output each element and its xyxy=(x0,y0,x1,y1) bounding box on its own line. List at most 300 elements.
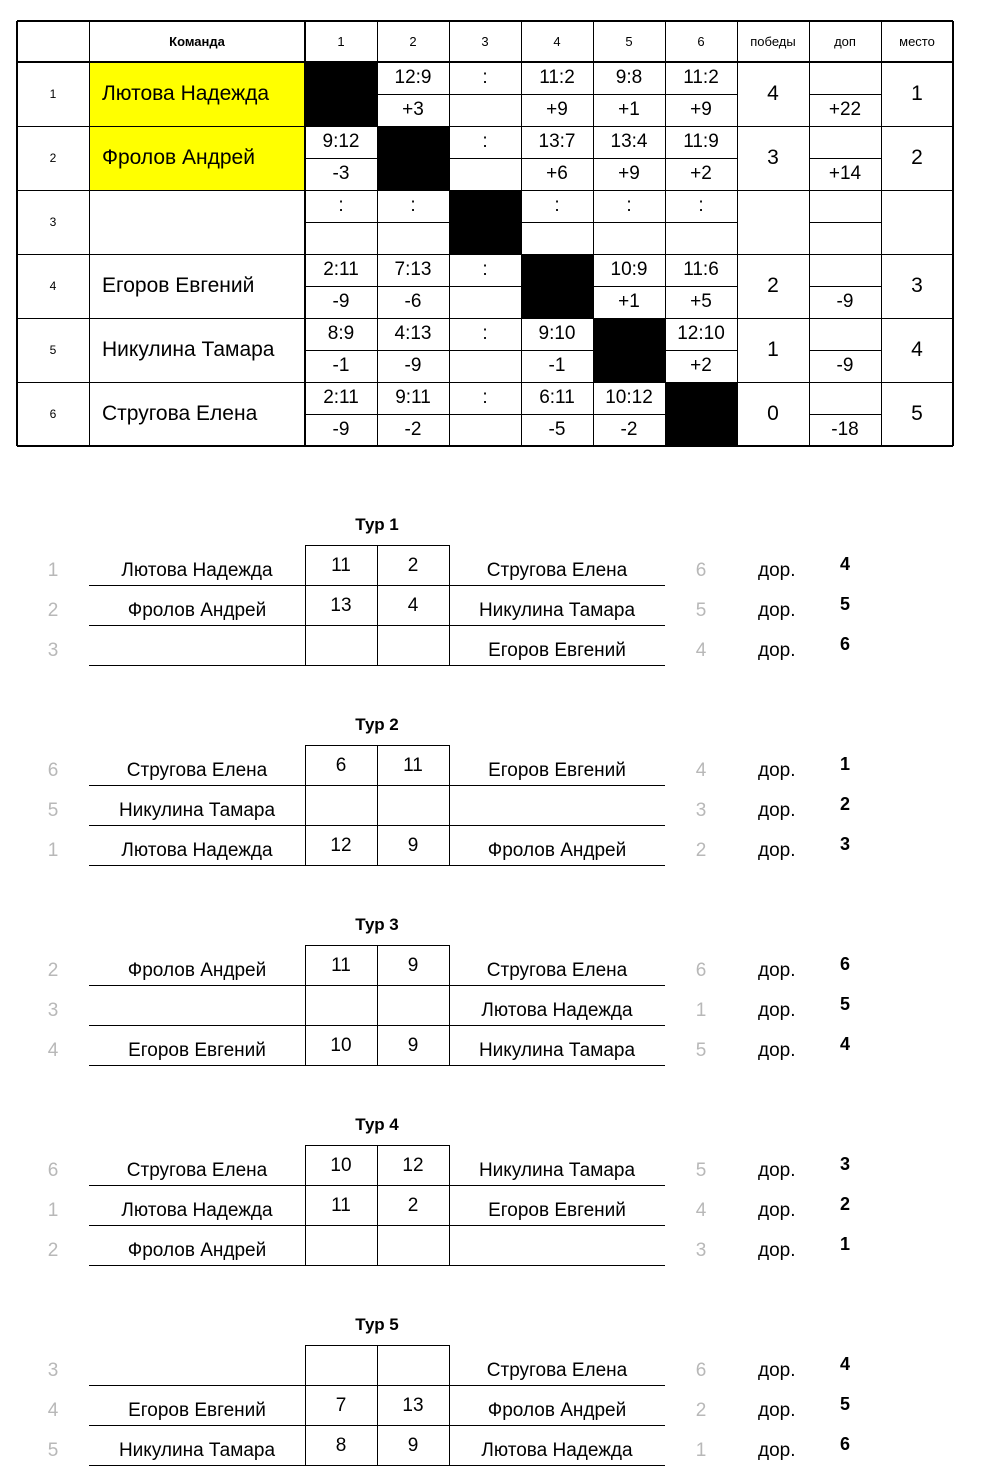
right-score: 9 xyxy=(407,835,419,856)
match-diff xyxy=(305,222,377,254)
match-diff xyxy=(449,350,521,382)
match-score: : xyxy=(554,195,560,216)
left-score: 11 xyxy=(331,555,351,576)
left-number: 3 xyxy=(47,1000,59,1021)
match-score: 9:10 xyxy=(538,323,576,344)
match-score: : xyxy=(698,195,704,216)
left-number: 2 xyxy=(47,600,59,621)
underline xyxy=(449,1185,665,1186)
lane-number: 5 xyxy=(839,994,850,1014)
self-match-block xyxy=(593,318,665,382)
grid-line xyxy=(593,222,665,223)
right-player: Лютова Надежда xyxy=(481,1000,633,1021)
right-number: 4 xyxy=(695,640,707,661)
left-number: 4 xyxy=(47,1400,59,1421)
left-player: Фролов Андрей xyxy=(127,960,267,981)
left-player: Никулина Тамара xyxy=(118,800,276,821)
grid-line xyxy=(952,21,954,446)
left-score: 10 xyxy=(330,1155,352,1176)
place-value: 2 xyxy=(911,146,923,169)
row-number: 5 xyxy=(49,343,57,357)
score-box xyxy=(377,985,450,1026)
match-diff: +2 xyxy=(690,355,712,376)
underline xyxy=(89,665,305,666)
match-diff: -5 xyxy=(548,419,566,440)
match-diff xyxy=(377,222,449,254)
underline xyxy=(449,825,665,826)
grid-line xyxy=(593,414,665,415)
grid-line xyxy=(305,350,377,351)
self-match-block xyxy=(377,126,449,190)
lane-label: дор. xyxy=(758,1440,796,1461)
grid-line xyxy=(305,222,377,223)
lane-label: дор. xyxy=(758,1040,796,1061)
right-score: 2 xyxy=(407,1195,419,1216)
match-score: 11:9 xyxy=(683,131,719,152)
right-number: 6 xyxy=(695,1360,707,1381)
match-diff: +5 xyxy=(690,291,712,312)
left-player: Фролов Андрей xyxy=(127,1240,267,1261)
match-score: : xyxy=(482,259,488,280)
match-diff: +1 xyxy=(618,291,640,312)
row-number: 2 xyxy=(49,151,57,165)
match-score: : xyxy=(626,195,632,216)
team-name: Лютова Надежда xyxy=(89,62,305,126)
grid-line xyxy=(449,21,450,446)
row-number: 3 xyxy=(49,215,57,229)
lane-number: 5 xyxy=(839,594,850,614)
header-team: Команда xyxy=(169,34,225,49)
grid-line xyxy=(449,94,521,95)
underline xyxy=(449,865,665,866)
match-diff: +9 xyxy=(618,163,640,184)
grid-line xyxy=(377,286,449,287)
right-player: Стругова Елена xyxy=(486,560,628,581)
lane-number: 3 xyxy=(839,834,850,854)
right-number: 6 xyxy=(695,560,707,581)
right-score: 9 xyxy=(407,1035,419,1056)
right-player: Стругова Елена xyxy=(486,960,628,981)
underline xyxy=(89,1185,305,1186)
match-score: : xyxy=(410,195,416,216)
grid-line xyxy=(665,158,737,159)
match-score: 8:9 xyxy=(327,323,355,344)
grid-line xyxy=(377,350,449,351)
left-player: Стругова Елена xyxy=(126,760,268,781)
match-score: : xyxy=(482,131,488,152)
underline xyxy=(89,1265,305,1266)
grid-line xyxy=(665,21,666,446)
match-score: 9:11 xyxy=(395,387,431,408)
match-diff xyxy=(449,414,521,446)
underline xyxy=(89,1385,305,1386)
left-player: Фролов Андрей xyxy=(127,600,267,621)
match-score: 6:11 xyxy=(539,387,575,408)
place-value: 5 xyxy=(911,402,923,425)
grid-line xyxy=(17,20,953,22)
left-score: 13 xyxy=(330,595,352,616)
grid-line xyxy=(809,222,881,223)
underline xyxy=(89,585,305,586)
header-col-5: 5 xyxy=(625,34,633,49)
lane-number: 4 xyxy=(839,1034,850,1054)
match-score: : xyxy=(482,387,488,408)
right-number: 3 xyxy=(695,1240,707,1261)
match-score: 13:7 xyxy=(538,131,576,152)
right-player: Никулина Тамара xyxy=(478,1040,636,1061)
underline xyxy=(89,825,305,826)
left-player: Егоров Евгений xyxy=(128,1040,266,1061)
left-score: 12 xyxy=(330,835,352,856)
left-number: 3 xyxy=(47,640,59,661)
right-score: 9 xyxy=(407,1435,419,1456)
match-diff: +9 xyxy=(546,99,568,120)
left-player: Лютова Надежда xyxy=(121,560,273,581)
grid-line xyxy=(449,350,521,351)
match-diff: -2 xyxy=(404,419,422,440)
self-match-block xyxy=(521,254,593,318)
underline xyxy=(449,1065,665,1066)
match-score: 4:13 xyxy=(394,323,432,344)
match-diff: -9 xyxy=(332,419,350,440)
left-score: 10 xyxy=(330,1035,352,1056)
left-score: 8 xyxy=(335,1435,347,1456)
left-number: 6 xyxy=(47,1160,59,1181)
left-number: 5 xyxy=(47,800,59,821)
left-score: 11 xyxy=(331,955,351,976)
match-score: 2:11 xyxy=(323,387,359,408)
lane-number: 6 xyxy=(839,634,850,654)
left-player: Лютова Надежда xyxy=(121,1200,273,1221)
match-diff: -9 xyxy=(332,291,350,312)
match-diff: -9 xyxy=(404,355,422,376)
grid-line xyxy=(521,21,522,446)
row-number: 1 xyxy=(49,87,57,101)
place-value: 4 xyxy=(911,338,923,361)
right-number: 5 xyxy=(695,1160,707,1181)
underline xyxy=(449,625,665,626)
right-number: 2 xyxy=(695,840,707,861)
grid-line xyxy=(521,350,593,351)
right-score: 13 xyxy=(402,1395,424,1416)
match-diff xyxy=(593,222,665,254)
match-diff: +2 xyxy=(690,163,712,184)
match-diff: -2 xyxy=(620,419,638,440)
grid-line xyxy=(809,350,881,351)
left-number: 1 xyxy=(47,1200,59,1221)
match-score: 9:12 xyxy=(322,131,360,152)
right-score: 9 xyxy=(407,955,419,976)
round-title: Тур 1 xyxy=(355,515,399,534)
grid-line xyxy=(665,286,737,287)
round-title: Тур 2 xyxy=(355,715,399,734)
match-diff: +3 xyxy=(402,99,424,120)
left-number: 3 xyxy=(47,1360,59,1381)
grid-line xyxy=(17,382,953,383)
grid-line xyxy=(305,414,377,415)
grid-line xyxy=(593,158,665,159)
standings-table xyxy=(0,0,999,460)
team-name: Стругова Елена xyxy=(102,402,258,425)
underline xyxy=(449,1425,665,1426)
score-box xyxy=(377,1225,450,1266)
right-player: Егоров Евгений xyxy=(488,640,626,661)
score-box xyxy=(305,1345,378,1386)
header-extra: доп xyxy=(834,34,856,49)
lane-number: 1 xyxy=(839,754,850,774)
left-number: 1 xyxy=(47,560,59,581)
grid-line xyxy=(377,414,449,415)
grid-line xyxy=(17,445,953,447)
score-box xyxy=(305,785,378,826)
lane-label: дор. xyxy=(758,1160,796,1181)
right-score: 2 xyxy=(407,555,419,576)
grid-line xyxy=(305,286,377,287)
header-place: место xyxy=(899,34,935,49)
grid-line xyxy=(809,414,881,415)
match-score: 2:11 xyxy=(323,259,359,280)
wins-value: 4 xyxy=(767,82,779,105)
grid-line xyxy=(593,21,594,446)
right-number: 2 xyxy=(695,1400,707,1421)
lane-number: 4 xyxy=(839,554,850,574)
left-player: Лютова Надежда xyxy=(121,840,273,861)
left-number: 4 xyxy=(47,1040,59,1061)
grid-line xyxy=(665,222,737,223)
right-player: Фролов Андрей xyxy=(487,840,627,861)
score-box xyxy=(377,625,450,666)
match-diff xyxy=(665,222,737,254)
place-value xyxy=(881,190,953,254)
right-number: 1 xyxy=(695,1440,707,1461)
lane-number: 4 xyxy=(839,1354,850,1374)
right-score: 12 xyxy=(402,1155,424,1176)
lane-label: дор. xyxy=(758,960,796,981)
grid-line xyxy=(449,286,521,287)
row-number: 6 xyxy=(49,407,57,421)
header-col-4: 4 xyxy=(553,34,561,49)
header-col-2: 2 xyxy=(409,34,417,49)
right-player: Лютова Надежда xyxy=(481,1440,633,1461)
lane-label: дор. xyxy=(758,600,796,621)
row-number: 4 xyxy=(49,279,57,293)
score-box xyxy=(305,985,378,1026)
match-diff: -1 xyxy=(548,355,566,376)
match-diff: +9 xyxy=(690,99,712,120)
underline xyxy=(449,1025,665,1026)
underline xyxy=(89,1225,305,1226)
grid-line xyxy=(665,350,737,351)
grid-line xyxy=(737,21,738,446)
left-number: 1 xyxy=(47,840,59,861)
match-score: 13:4 xyxy=(610,131,648,152)
grid-line xyxy=(17,254,953,255)
lane-label: дор. xyxy=(758,760,796,781)
grid-line xyxy=(16,21,18,446)
round-title: Тур 5 xyxy=(355,1315,399,1334)
wins-value: 3 xyxy=(767,146,779,169)
extra-value: -18 xyxy=(831,419,859,440)
lane-label: дор. xyxy=(758,1360,796,1381)
left-score: 11 xyxy=(331,1195,351,1216)
extra-value: -9 xyxy=(836,291,854,312)
grid-line xyxy=(881,21,882,446)
wins-value xyxy=(737,190,809,254)
underline xyxy=(449,1265,665,1266)
match-diff: -3 xyxy=(332,163,350,184)
underline xyxy=(449,785,665,786)
grid-line xyxy=(449,414,521,415)
lane-label: дор. xyxy=(758,1400,796,1421)
place-value: 1 xyxy=(911,82,923,105)
underline xyxy=(89,1065,305,1066)
right-number: 3 xyxy=(695,800,707,821)
score-box xyxy=(377,785,450,826)
left-player: Егоров Евгений xyxy=(128,1400,266,1421)
team-name: Фролов Андрей xyxy=(89,126,305,190)
right-score: 4 xyxy=(407,595,419,616)
match-score: 12:10 xyxy=(677,323,725,344)
underline xyxy=(89,1025,305,1026)
underline xyxy=(449,1385,665,1386)
right-number: 1 xyxy=(695,1000,707,1021)
extra-value: -9 xyxy=(836,355,854,376)
team-name: Никулина Тамара xyxy=(102,338,275,361)
header-col-1: 1 xyxy=(337,34,345,49)
right-player: Фролов Андрей xyxy=(487,1400,627,1421)
match-score: 12:9 xyxy=(394,67,432,88)
extra-value: +14 xyxy=(828,163,862,184)
right-score: 11 xyxy=(403,755,423,776)
underline xyxy=(449,985,665,986)
header-col-3: 3 xyxy=(481,34,489,49)
left-score: 7 xyxy=(335,1395,347,1416)
underline xyxy=(449,1465,665,1466)
round-title: Тур 4 xyxy=(355,1115,399,1134)
lane-number: 2 xyxy=(839,794,850,814)
round-title: Тур 3 xyxy=(355,915,399,934)
header-wins: победы xyxy=(750,34,796,49)
lane-label: дор. xyxy=(758,800,796,821)
grid-line xyxy=(17,126,953,127)
left-player: Никулина Тамара xyxy=(118,1440,276,1461)
grid-line xyxy=(809,94,881,95)
match-score: : xyxy=(482,67,488,88)
right-number: 5 xyxy=(695,600,707,621)
underline xyxy=(449,665,665,666)
match-diff xyxy=(449,94,521,126)
lane-label: дор. xyxy=(758,640,796,661)
grid-line xyxy=(809,158,881,159)
right-number: 6 xyxy=(695,960,707,981)
lane-number: 2 xyxy=(839,1194,850,1214)
extra-value: +22 xyxy=(828,99,862,120)
match-score: 11:6 xyxy=(683,259,719,280)
lane-number: 6 xyxy=(839,1434,850,1454)
underline xyxy=(449,1225,665,1226)
match-diff: -6 xyxy=(404,291,422,312)
match-score: 10:12 xyxy=(605,387,653,408)
lane-label: дор. xyxy=(758,560,796,581)
match-score: 11:2 xyxy=(683,67,719,88)
match-diff xyxy=(521,222,593,254)
grid-line xyxy=(665,94,737,95)
grid-line xyxy=(17,190,953,191)
grid-line xyxy=(89,21,90,446)
match-diff: -1 xyxy=(332,355,350,376)
wins-value: 0 xyxy=(767,402,779,425)
extra-value xyxy=(809,222,881,254)
left-score: 6 xyxy=(335,755,347,776)
left-number: 5 xyxy=(47,1440,59,1461)
lane-number: 5 xyxy=(839,1394,850,1414)
right-player: Егоров Евгений xyxy=(488,760,626,781)
right-player: Стругова Елена xyxy=(486,1360,628,1381)
grid-line xyxy=(377,21,378,446)
right-number: 4 xyxy=(695,760,707,781)
underline xyxy=(89,625,305,626)
wins-value: 2 xyxy=(767,274,779,297)
self-match-block xyxy=(665,382,737,446)
grid-line xyxy=(17,61,953,63)
grid-line xyxy=(377,94,449,95)
left-player: Стругова Елена xyxy=(126,1160,268,1181)
grid-line xyxy=(17,318,953,319)
grid-line xyxy=(593,286,665,287)
left-number: 6 xyxy=(47,760,59,781)
match-diff: +1 xyxy=(618,99,640,120)
lane-number: 6 xyxy=(839,954,850,974)
grid-line xyxy=(521,222,593,223)
lane-number: 1 xyxy=(839,1234,850,1254)
right-number: 4 xyxy=(695,1200,707,1221)
lane-label: дор. xyxy=(758,1240,796,1261)
place-value: 3 xyxy=(911,274,923,297)
match-score: : xyxy=(482,323,488,344)
underline xyxy=(89,865,305,866)
wins-value: 1 xyxy=(767,338,779,361)
lane-number: 3 xyxy=(839,1154,850,1174)
match-diff: +6 xyxy=(546,163,568,184)
self-match-block xyxy=(449,190,521,254)
match-diff xyxy=(449,286,521,318)
score-box xyxy=(305,1225,378,1266)
lane-label: дор. xyxy=(758,1200,796,1221)
left-number: 2 xyxy=(47,1240,59,1261)
match-score: : xyxy=(338,195,344,216)
grid-line xyxy=(521,158,593,159)
right-player: Егоров Евгений xyxy=(488,1200,626,1221)
right-player: Никулина Тамара xyxy=(478,600,636,621)
score-box xyxy=(377,1345,450,1386)
team-name: Егоров Евгений xyxy=(102,274,255,297)
underline xyxy=(449,585,665,586)
grid-line xyxy=(305,158,377,159)
match-score: 11:2 xyxy=(539,67,575,88)
grid-line xyxy=(521,414,593,415)
grid-line xyxy=(304,21,306,446)
underline xyxy=(89,1425,305,1426)
grid-line xyxy=(809,21,810,446)
match-diff xyxy=(449,158,521,190)
grid-line xyxy=(377,222,449,223)
grid-line xyxy=(593,94,665,95)
left-number: 2 xyxy=(47,960,59,981)
score-box xyxy=(305,625,378,666)
header-col-6: 6 xyxy=(697,34,705,49)
right-number: 5 xyxy=(695,1040,707,1061)
match-score: 7:13 xyxy=(394,259,432,280)
